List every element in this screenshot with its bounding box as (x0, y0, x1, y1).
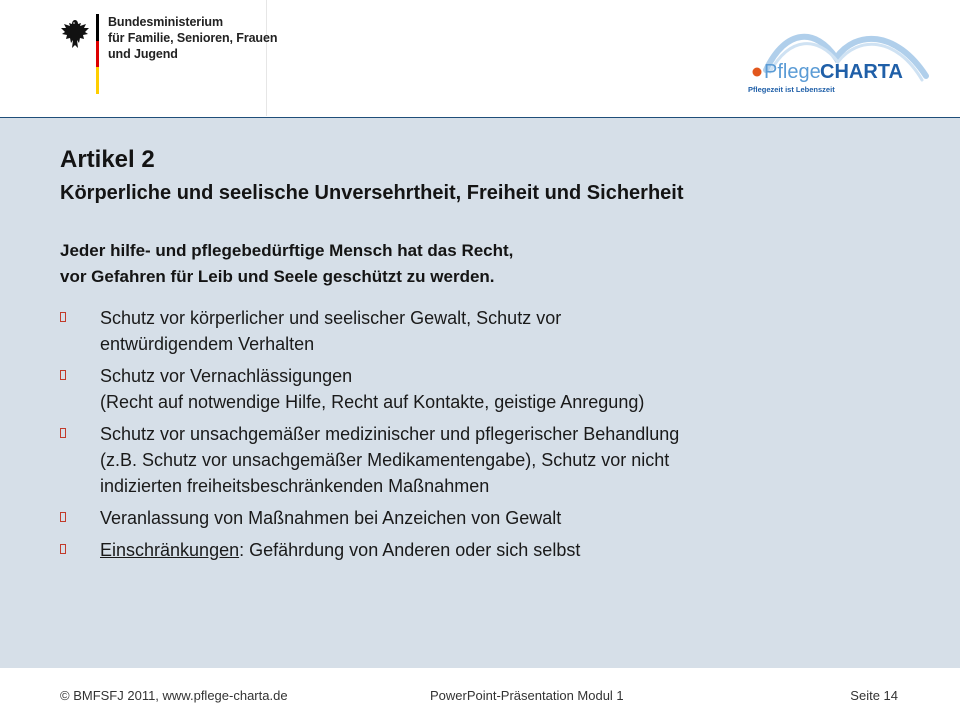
ministry-name: Bundesministerium für Familie, Senioren, Frauen und Jugend (108, 15, 278, 61)
list-item: Schutz vor Vernachlässigungen (Recht auf notwendige Hilfe, Recht auf Kontakte, geistige Anregung) (60, 363, 920, 415)
logo-brand-pflege: Pflege (764, 61, 821, 83)
ministry-logo-box (22, 0, 278, 116)
lead-statement: Jeder hilfe- und pflegebedürftige Mensch hat das Recht, vor Gefahren für Leib und Seele geschützt zu werden. (60, 241, 514, 286)
list-item: Schutz vor körperlicher und seelischer Gewalt, Schutz vor entwürdigendem Verhalten (60, 305, 920, 357)
einschraenkungen-text: : Gefährdung von Anderen oder sich selbst (239, 540, 581, 560)
list-item: Veranlassung von Maßnahmen bei Anzeichen von Gewalt (60, 505, 920, 531)
bullet-square-icon (60, 544, 66, 554)
slide-subtitle: Körperliche und seelische Unversehrtheit, Freiheit und Sicherheit (60, 182, 684, 204)
federal-eagle-icon (60, 18, 90, 52)
footer-presentation: PowerPoint-Präsentation Modul 1 (430, 688, 624, 703)
logo-brand-charta: CHARTA (820, 61, 903, 83)
logo-tagline: Pflegezeit ist Lebenszeit (748, 85, 835, 94)
german-flag-bar (96, 14, 99, 94)
list-item (60, 537, 920, 563)
bullet-square-icon (60, 428, 66, 438)
slide-title: Artikel 2 (60, 146, 155, 173)
bullet-square-icon (60, 312, 66, 322)
slide-content (0, 118, 960, 668)
einschraenkungen-link[interactable]: Einschränkungen (100, 540, 240, 560)
bullet-square-icon (60, 370, 66, 380)
footer (0, 668, 960, 720)
bullet-square-icon (60, 512, 66, 522)
bullet-list (60, 305, 920, 569)
pflege-charta-logo (746, 30, 932, 100)
footer-copyright: © BMFSFJ 2011, www.pflege-charta.de (60, 688, 288, 703)
header (0, 0, 960, 118)
list-item: Schutz vor unsachgemäßer medizinischer und pflegerischer Behandlung (z.B. Schutz vor unsachgemäßer Medikamentengabe), Schutz vor nicht indizierten freiheitsbeschränkenden Maßnahmen (60, 421, 920, 499)
footer-page-number: Seite 14 (850, 688, 898, 703)
